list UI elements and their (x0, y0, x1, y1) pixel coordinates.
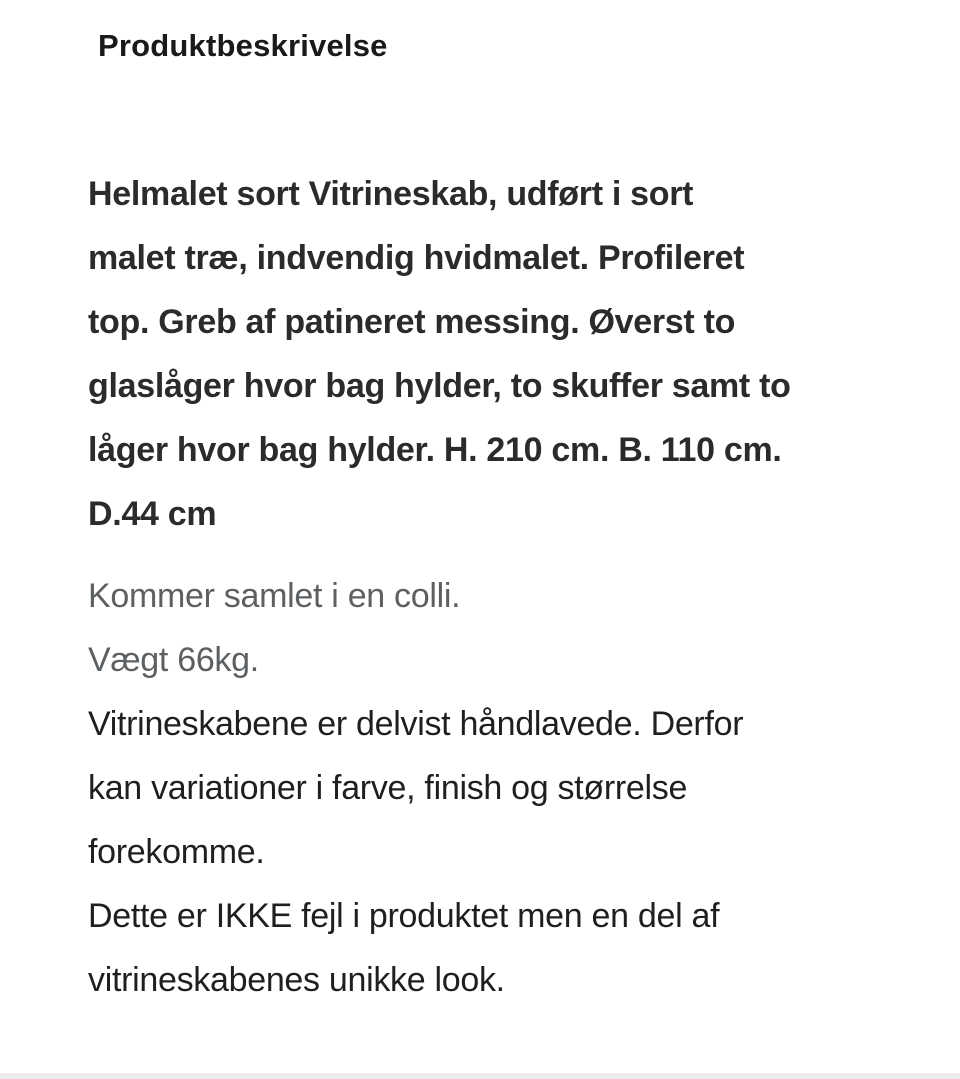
weight-line: Vægt 66kg. (88, 641, 259, 679)
disclaimer-line: vitrineskabenes unikke look. (88, 961, 505, 999)
description-main-paragraph (88, 162, 872, 546)
description-line: top. Greb af patineret messing. Øverst to (88, 303, 736, 341)
shipping-line: Kommer samlet i en colli. (88, 577, 461, 615)
description-shipping-paragraph (88, 564, 872, 692)
section-divider (0, 1073, 960, 1079)
disclaimer-line: Dette er IKKE fejl i produktet men en del af (88, 897, 720, 935)
description-line: D.44 cm (88, 495, 217, 533)
disclaimer-line: kan variationer i farve, finish og størrelse (88, 769, 688, 807)
description-disclaimer-paragraph (88, 692, 872, 1012)
disclaimer-line: Vitrineskabene er delvist håndlavede. Derfor (88, 705, 744, 743)
description-line: låger hvor bag hylder. H. 210 cm. B. 110 cm. (88, 431, 782, 469)
description-line: glaslåger hvor bag hylder, to skuffer samt to (88, 367, 791, 405)
description-line: Helmalet sort Vitrineskab, udført i sort (88, 175, 694, 213)
disclaimer-line: forekomme. (88, 833, 265, 871)
description-line: malet træ, indvendig hvidmalet. Profileret (88, 239, 745, 277)
section-title: Produktbeskrivelse (98, 28, 388, 63)
